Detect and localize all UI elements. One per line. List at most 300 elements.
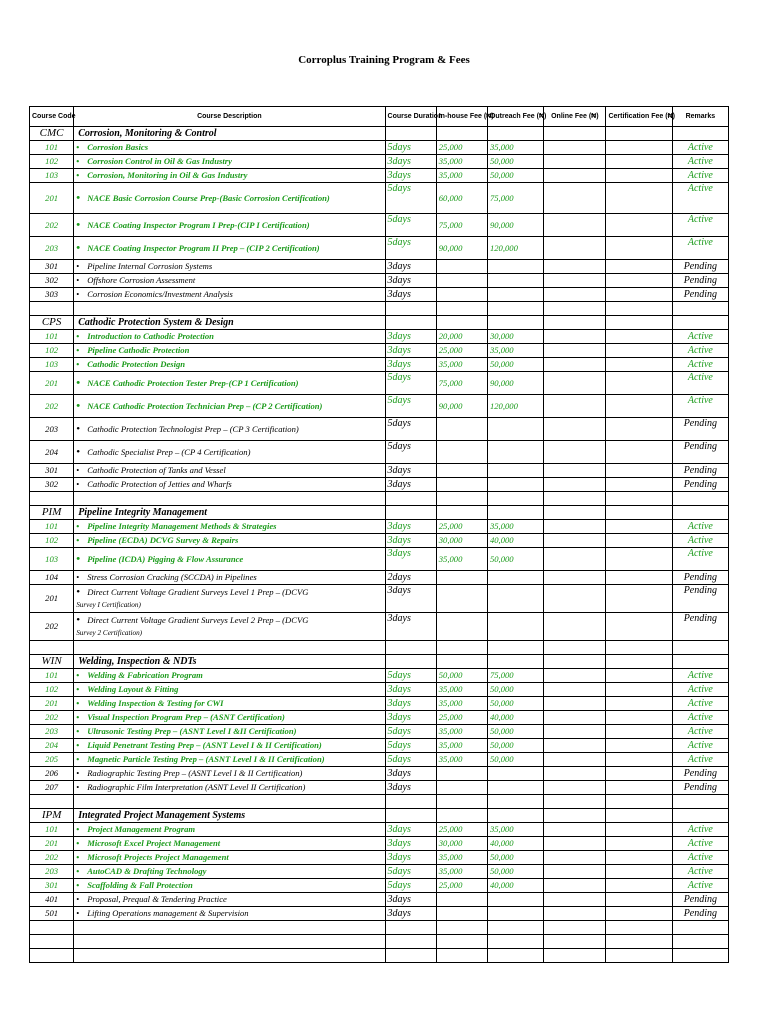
course-code: 301 — [30, 260, 74, 274]
course-description-text: Welding Layout & Fitting — [87, 684, 179, 694]
inhouse-fee: 75,000 — [436, 372, 487, 395]
course-description-text: Cathodic Specialist Prep – (CP 4 Certification) — [87, 446, 251, 457]
course-duration: 3days — [385, 851, 436, 865]
course-row — [30, 344, 729, 358]
blank-row — [30, 492, 729, 506]
course-code: 202 — [30, 851, 74, 865]
certification-fee — [606, 155, 672, 169]
course-row — [30, 418, 729, 441]
course-description-text: Cathodic Protection of Tanks and Vessel — [87, 465, 226, 475]
course-description — [74, 697, 385, 711]
bullet-icon: • — [76, 768, 80, 778]
empty-cell — [544, 127, 606, 141]
bullet-icon: • — [76, 399, 81, 412]
remarks: Active — [672, 169, 728, 183]
course-description — [74, 464, 385, 478]
course-row — [30, 237, 729, 260]
remarks: Active — [672, 753, 728, 767]
course-code: 202 — [30, 711, 74, 725]
course-code: 201 — [30, 697, 74, 711]
certification-fee — [606, 781, 672, 795]
certification-fee — [606, 585, 672, 613]
empty-cell — [487, 641, 543, 655]
course-code: 104 — [30, 571, 74, 585]
course-row — [30, 837, 729, 851]
empty-cell — [487, 795, 543, 809]
course-duration: 5days — [385, 725, 436, 739]
certification-fee — [606, 879, 672, 893]
bullet-icon: • — [76, 261, 80, 271]
empty-cell — [385, 492, 436, 506]
online-fee — [544, 358, 606, 372]
inhouse-fee — [436, 274, 487, 288]
empty-cell — [30, 949, 74, 963]
course-row — [30, 753, 729, 767]
outreach-fee: 40,000 — [487, 711, 543, 725]
empty-cell — [672, 641, 728, 655]
course-code: 102 — [30, 534, 74, 548]
course-description-subtext: Survey 2 Certification) — [76, 629, 143, 637]
empty-cell — [385, 506, 436, 520]
online-fee — [544, 613, 606, 641]
outreach-fee: 90,000 — [487, 372, 543, 395]
course-description — [74, 344, 385, 358]
empty-cell — [385, 921, 436, 935]
course-code: 201 — [30, 183, 74, 214]
empty-cell — [436, 492, 487, 506]
course-row — [30, 169, 729, 183]
course-code: 103 — [30, 548, 74, 571]
empty-cell — [436, 641, 487, 655]
bullet-icon: • — [76, 726, 80, 736]
header-inhouse-fee: In-house Fee (₦) — [436, 107, 487, 127]
course-duration: 3days — [385, 274, 436, 288]
empty-cell — [436, 506, 487, 520]
course-description — [74, 865, 385, 879]
course-code: 201 — [30, 837, 74, 851]
course-description — [74, 781, 385, 795]
online-fee — [544, 418, 606, 441]
certification-fee — [606, 169, 672, 183]
inhouse-fee: 35,000 — [436, 697, 487, 711]
course-description-subtext: Survey I Certification) — [76, 601, 141, 609]
course-code: 101 — [30, 823, 74, 837]
course-description-text: Lifting Operations management & Supervision — [87, 908, 249, 918]
online-fee — [544, 893, 606, 907]
outreach-fee — [487, 274, 543, 288]
empty-cell — [606, 795, 672, 809]
inhouse-fee — [436, 288, 487, 302]
course-code: 206 — [30, 767, 74, 781]
certification-fee — [606, 260, 672, 274]
empty-cell — [74, 949, 385, 963]
empty-cell — [544, 921, 606, 935]
remarks: Pending — [672, 767, 728, 781]
bullet-icon: • — [76, 535, 80, 545]
empty-cell — [544, 506, 606, 520]
course-duration: 3days — [385, 837, 436, 851]
outreach-fee: 50,000 — [487, 155, 543, 169]
bullet-icon: • — [76, 754, 80, 764]
outreach-fee: 50,000 — [487, 358, 543, 372]
online-fee — [544, 837, 606, 851]
course-description-text: Corrosion, Monitoring in Oil & Gas Industry — [87, 170, 248, 180]
remarks: Active — [672, 879, 728, 893]
certification-fee — [606, 330, 672, 344]
empty-cell — [385, 795, 436, 809]
certification-fee — [606, 697, 672, 711]
inhouse-fee: 25,000 — [436, 823, 487, 837]
section-code: CMC — [30, 127, 74, 141]
inhouse-fee — [436, 571, 487, 585]
course-duration: 3days — [385, 358, 436, 372]
course-description-text: Direct Current Voltage Gradient Surveys Level 2 Prep – (DCVG — [87, 615, 309, 625]
course-row — [30, 520, 729, 534]
outreach-fee: 30,000 — [487, 330, 543, 344]
certification-fee — [606, 441, 672, 464]
course-duration: 3days — [385, 711, 436, 725]
course-duration: 5days — [385, 395, 436, 418]
certification-fee — [606, 214, 672, 237]
empty-cell — [672, 935, 728, 949]
course-description-text: Introduction to Cathodic Protection — [87, 331, 214, 341]
empty-cell — [672, 492, 728, 506]
outreach-fee — [487, 781, 543, 795]
course-description-text: NACE Basic Corrosion Course Prep-(Basic Corrosion Certification) — [87, 193, 330, 203]
online-fee — [544, 907, 606, 921]
inhouse-fee: 20,000 — [436, 330, 487, 344]
course-description — [74, 893, 385, 907]
certification-fee — [606, 548, 672, 571]
bullet-icon: • — [76, 465, 80, 475]
online-fee — [544, 851, 606, 865]
bullet-icon: • — [76, 894, 80, 904]
remarks: Active — [672, 214, 728, 237]
remarks: Pending — [672, 274, 728, 288]
course-description — [74, 260, 385, 274]
empty-cell — [436, 949, 487, 963]
course-duration: 5days — [385, 739, 436, 753]
course-row — [30, 155, 729, 169]
course-description — [74, 725, 385, 739]
empty-cell — [606, 655, 672, 669]
course-row — [30, 781, 729, 795]
course-row — [30, 141, 729, 155]
empty-cell — [436, 655, 487, 669]
outreach-fee: 40,000 — [487, 837, 543, 851]
outreach-fee — [487, 464, 543, 478]
empty-cell — [672, 302, 728, 316]
blank-row — [30, 795, 729, 809]
empty-cell — [385, 641, 436, 655]
online-fee — [544, 879, 606, 893]
online-fee — [544, 344, 606, 358]
course-row — [30, 571, 729, 585]
bullet-icon: • — [76, 782, 80, 792]
bullet-icon: • — [76, 670, 80, 680]
outreach-fee: 90,000 — [487, 214, 543, 237]
empty-cell — [385, 949, 436, 963]
bullet-icon: • — [76, 479, 80, 489]
course-duration: 5days — [385, 214, 436, 237]
inhouse-fee: 25,000 — [436, 141, 487, 155]
course-row — [30, 893, 729, 907]
empty-cell — [30, 795, 74, 809]
online-fee — [544, 548, 606, 571]
course-row — [30, 183, 729, 214]
empty-cell — [74, 492, 385, 506]
section-header-row — [30, 655, 729, 669]
empty-cell — [606, 506, 672, 520]
page-title: Corroplus Training Program & Fees — [298, 54, 470, 66]
empty-cell — [606, 935, 672, 949]
empty-cell — [30, 935, 74, 949]
empty-cell — [544, 949, 606, 963]
course-code: 302 — [30, 274, 74, 288]
empty-cell — [487, 655, 543, 669]
course-description-text: AutoCAD & Drafting Technology — [87, 866, 207, 876]
outreach-fee: 50,000 — [487, 683, 543, 697]
course-description — [74, 358, 385, 372]
section-code: CPS — [30, 316, 74, 330]
course-duration: 3days — [385, 344, 436, 358]
course-description — [74, 520, 385, 534]
remarks: Active — [672, 237, 728, 260]
remarks: Pending — [672, 781, 728, 795]
outreach-fee — [487, 571, 543, 585]
course-description — [74, 907, 385, 921]
course-row — [30, 288, 729, 302]
bullet-icon: • — [76, 572, 80, 582]
certification-fee — [606, 358, 672, 372]
certification-fee — [606, 669, 672, 683]
course-row — [30, 358, 729, 372]
course-description-text: Ultrasonic Testing Prep – (ASNT Level I &II Certification) — [87, 726, 297, 736]
course-duration: 3days — [385, 520, 436, 534]
remarks: Active — [672, 534, 728, 548]
header-outreach-fee: Outreach Fee (₦) — [487, 107, 543, 127]
empty-cell — [487, 506, 543, 520]
course-row — [30, 851, 729, 865]
course-row — [30, 865, 729, 879]
course-duration: 3days — [385, 767, 436, 781]
course-description — [74, 274, 385, 288]
online-fee — [544, 823, 606, 837]
bullet-icon: • — [76, 908, 80, 918]
online-fee — [544, 725, 606, 739]
course-description — [74, 851, 385, 865]
course-description — [74, 534, 385, 548]
remarks: Pending — [672, 260, 728, 274]
certification-fee — [606, 183, 672, 214]
course-description-text: Magnetic Particle Testing Prep – (ASNT Level I & II Certification) — [87, 754, 325, 764]
remarks: Pending — [672, 441, 728, 464]
bullet-icon: • — [76, 521, 80, 531]
bullet-icon: • — [76, 170, 80, 180]
course-description-text: Microsoft Excel Project Management — [87, 838, 221, 848]
fees-table — [29, 106, 729, 963]
outreach-fee — [487, 418, 543, 441]
blank-row — [30, 921, 729, 935]
remarks: Active — [672, 711, 728, 725]
section-header-row — [30, 506, 729, 520]
course-description — [74, 571, 385, 585]
course-description-text: Radiographic Testing Prep – (ASNT Level I & II Certification) — [87, 768, 303, 778]
header-certification-fee: Certification Fee (₦) — [606, 107, 672, 127]
inhouse-fee — [436, 464, 487, 478]
course-description-text: Welding Inspection & Testing for CWI — [87, 698, 224, 708]
course-duration: 3days — [385, 697, 436, 711]
course-code: 203 — [30, 865, 74, 879]
course-description-text: Cathodic Protection Design — [87, 359, 186, 369]
remarks: Active — [672, 372, 728, 395]
outreach-fee — [487, 893, 543, 907]
course-code: 202 — [30, 613, 74, 641]
bullet-icon: • — [76, 552, 81, 565]
outreach-fee: 50,000 — [487, 739, 543, 753]
remarks: Active — [672, 697, 728, 711]
course-duration: 3days — [385, 823, 436, 837]
certification-fee — [606, 865, 672, 879]
course-duration: 5days — [385, 879, 436, 893]
course-description — [74, 585, 385, 613]
course-duration: 3days — [385, 613, 436, 641]
course-row — [30, 767, 729, 781]
empty-cell — [487, 316, 543, 330]
course-duration: 5days — [385, 865, 436, 879]
empty-cell — [487, 302, 543, 316]
remarks: Active — [672, 739, 728, 753]
empty-cell — [30, 302, 74, 316]
blank-row — [30, 949, 729, 963]
course-description-text: Corrosion Economics/Investment Analysis — [87, 289, 233, 299]
inhouse-fee: 25,000 — [436, 879, 487, 893]
outreach-fee: 35,000 — [487, 344, 543, 358]
course-code: 102 — [30, 683, 74, 697]
course-description-text: Pipeline Integrity Management Methods & Strategies — [87, 521, 277, 531]
remarks: Active — [672, 669, 728, 683]
empty-cell — [544, 795, 606, 809]
certification-fee — [606, 613, 672, 641]
empty-cell — [385, 655, 436, 669]
course-description — [74, 237, 385, 260]
bullet-icon: • — [76, 275, 80, 285]
header-course-description: Course Description — [74, 107, 385, 127]
course-row — [30, 711, 729, 725]
course-description-text: Corrosion Control in Oil & Gas Industry — [87, 156, 232, 166]
certification-fee — [606, 237, 672, 260]
certification-fee — [606, 893, 672, 907]
empty-cell — [672, 949, 728, 963]
remarks: Active — [672, 823, 728, 837]
empty-cell — [30, 641, 74, 655]
table-body — [30, 127, 729, 963]
outreach-fee: 120,000 — [487, 237, 543, 260]
course-description-text: Direct Current Voltage Gradient Surveys Level 1 Prep – (DCVG — [87, 587, 309, 597]
course-row — [30, 260, 729, 274]
empty-cell — [544, 316, 606, 330]
inhouse-fee: 90,000 — [436, 395, 487, 418]
online-fee — [544, 214, 606, 237]
online-fee — [544, 237, 606, 260]
empty-cell — [544, 935, 606, 949]
empty-cell — [544, 492, 606, 506]
remarks: Active — [672, 865, 728, 879]
empty-cell — [436, 127, 487, 141]
inhouse-fee — [436, 893, 487, 907]
certification-fee — [606, 288, 672, 302]
online-fee — [544, 464, 606, 478]
inhouse-fee: 60,000 — [436, 183, 487, 214]
course-description-text: Stress Corrosion Cracking (SCCDA) in Pipelines — [87, 572, 257, 582]
course-description — [74, 214, 385, 237]
course-description-text: NACE Cathodic Protection Tester Prep-(CP 1 Certification) — [87, 377, 299, 388]
inhouse-fee: 25,000 — [436, 520, 487, 534]
empty-cell — [487, 935, 543, 949]
empty-cell — [672, 655, 728, 669]
empty-cell — [385, 809, 436, 823]
remarks: Active — [672, 851, 728, 865]
online-fee — [544, 274, 606, 288]
course-code: 303 — [30, 288, 74, 302]
bullet-icon: • — [76, 218, 81, 231]
certification-fee — [606, 725, 672, 739]
certification-fee — [606, 907, 672, 921]
course-duration: 3days — [385, 548, 436, 571]
inhouse-fee: 35,000 — [436, 358, 487, 372]
course-code: 101 — [30, 141, 74, 155]
empty-cell — [385, 127, 436, 141]
course-description — [74, 548, 385, 571]
remarks: Active — [672, 155, 728, 169]
empty-cell — [606, 492, 672, 506]
bullet-icon: • — [76, 289, 80, 299]
course-description — [74, 395, 385, 418]
online-fee — [544, 395, 606, 418]
inhouse-fee — [436, 781, 487, 795]
outreach-fee — [487, 767, 543, 781]
course-code: 101 — [30, 330, 74, 344]
online-fee — [544, 865, 606, 879]
inhouse-fee: 35,000 — [436, 683, 487, 697]
online-fee — [544, 478, 606, 492]
course-duration: 3days — [385, 478, 436, 492]
course-description — [74, 837, 385, 851]
course-description — [74, 753, 385, 767]
bullet-icon: • — [76, 422, 81, 435]
remarks: Pending — [672, 907, 728, 921]
remarks: Active — [672, 395, 728, 418]
course-row — [30, 739, 729, 753]
online-fee — [544, 155, 606, 169]
course-description — [74, 183, 385, 214]
section-header-row — [30, 127, 729, 141]
course-row — [30, 395, 729, 418]
course-row — [30, 534, 729, 548]
course-code: 204 — [30, 739, 74, 753]
course-description-text: Welding & Fabrication Program — [87, 670, 203, 680]
inhouse-fee: 25,000 — [436, 344, 487, 358]
certification-fee — [606, 753, 672, 767]
online-fee — [544, 441, 606, 464]
inhouse-fee: 35,000 — [436, 739, 487, 753]
course-duration: 3days — [385, 260, 436, 274]
empty-cell — [487, 492, 543, 506]
section-header-row — [30, 316, 729, 330]
empty-cell — [74, 302, 385, 316]
course-duration: 5days — [385, 141, 436, 155]
course-description — [74, 879, 385, 893]
